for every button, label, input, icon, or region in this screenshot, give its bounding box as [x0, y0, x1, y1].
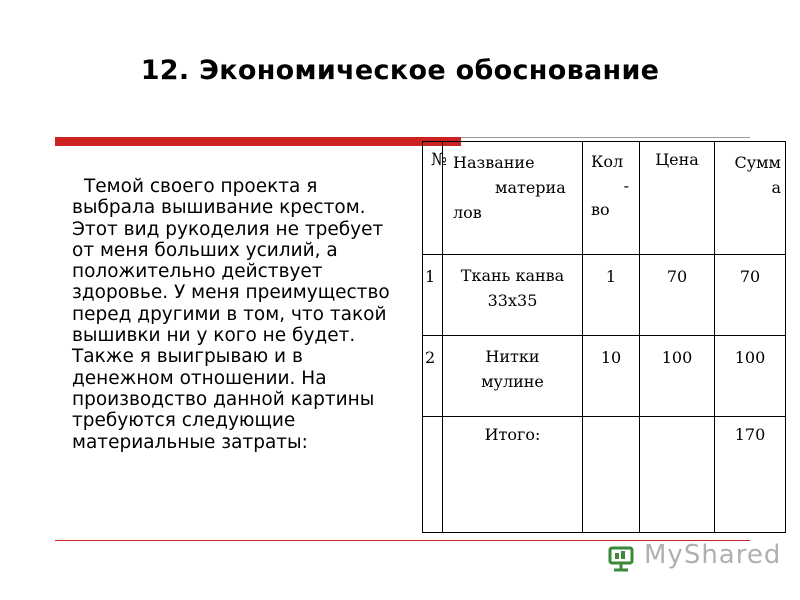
table-row [423, 255, 786, 336]
header-price: Цена [655, 150, 699, 169]
watermark-logo [606, 540, 782, 574]
table-total-row [423, 417, 786, 533]
header-qty-cell [583, 142, 640, 255]
row-price: 70 [666, 267, 688, 286]
top-rule [461, 137, 750, 138]
header-name: Название материа лов [453, 153, 566, 222]
materials-table [422, 141, 786, 533]
myshared-logo-icon [606, 542, 640, 572]
table-header-row [423, 142, 786, 255]
row-name: Ткань канва 33x35 [460, 266, 565, 310]
watermark-text: MyShared [644, 540, 782, 570]
row-qty: 10 [600, 348, 622, 367]
table-row [423, 336, 786, 417]
total-label: Итого: [484, 425, 541, 444]
slide-title: 12. Экономическое обоснование [140, 55, 660, 86]
header-sum: Сумм а [734, 153, 781, 197]
header-price-cell [640, 142, 715, 255]
row-sum: 70 [739, 267, 761, 286]
header-sum-cell [715, 142, 786, 255]
accent-bar [55, 137, 461, 146]
total-sum: 170 [734, 425, 766, 444]
row-name: Нитки мулине [481, 347, 544, 391]
header-qty: Кол - во [591, 152, 629, 219]
slide-body-text: Темой своего проекта я выбрала вышивание крестом. Этот вид рукоделия не требует от меня больших усилий, а положительно действует здоровье. У меня преимущество перед другими в том, что такой вышивки ни у кого не будет. Также я выигрываю и в денежном отношении. На производство данной картины требуются следующие материальные затраты: [72, 176, 390, 453]
row-num: 2 [425, 348, 436, 367]
header-name-cell [443, 142, 583, 255]
header-num-cell [423, 142, 448, 255]
row-sum: 100 [734, 348, 766, 367]
header-num: № [431, 150, 448, 170]
row-num: 1 [425, 267, 436, 286]
row-qty: 1 [605, 267, 617, 286]
row-price: 100 [661, 348, 693, 367]
